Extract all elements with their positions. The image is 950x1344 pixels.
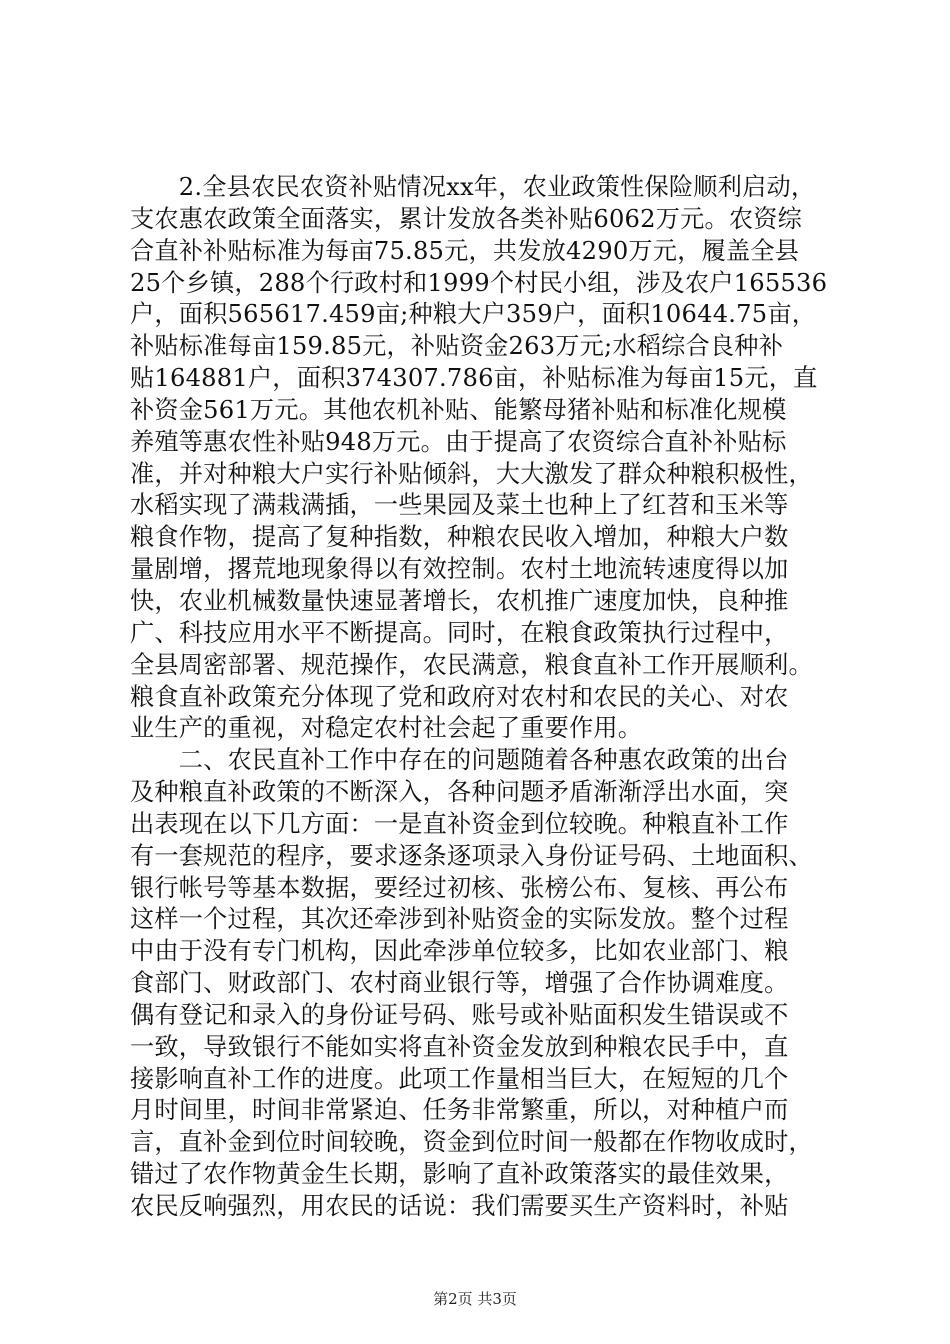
text-line: 错过了农作物黄金生长期，影响了直补政策落实的最佳效果， xyxy=(130,1160,789,1189)
text-line: 2.全县农民农资补贴情况xx年，农业政策性保险顺利启动， xyxy=(130,173,816,201)
text-line: 养殖等惠农性补贴948万元。由于提高了农资综合直补补贴标 xyxy=(130,427,787,456)
text-line: 一致，导致银行不能如实将直补资金发放到种粮农民手中，直 xyxy=(130,1032,789,1061)
text-line: 二、农民直补工作中存在的问题随着各种惠农政策的出台 xyxy=(130,746,789,775)
text-line: 户，面积565617.459亩;种粮大户359户，面积10644.75亩， xyxy=(130,300,817,329)
text-line: 及种粮直补政策的不断深入，各种问题矛盾渐渐浮出水面，突 xyxy=(130,778,789,807)
text-line: 准，并对种粮大户实行补贴倾斜，大大激发了群众种粮积极性， xyxy=(130,459,813,488)
text-line: 这样一个过程，其次还牵涉到补贴资金的实际发放。整个过程 xyxy=(130,905,789,934)
text-line: 银行帐号等基本数据，要经过初核、张榜公布、复核、再公布 xyxy=(130,873,789,902)
text-line: 粮食作物，提高了复种指数，种粮农民收入增加，种粮大户数 xyxy=(130,523,789,552)
text-line: 补资金561万元。其他农机补贴、能繁母猪补贴和标准化规模 xyxy=(130,395,787,424)
text-line: 农民反响强烈，用农民的话说：我们需要买生产资料时，补贴 xyxy=(130,1192,789,1220)
text-line: 业生产的重视，对稳定农村社会起了重要作用。 xyxy=(130,714,643,743)
text-line: 支农惠农政策全面落实，累计发放各类补贴6062万元。农资综 xyxy=(130,204,803,233)
text-line: 有一套规范的程序，要求逐条逐项录入身份证号码、土地面积、 xyxy=(130,841,813,870)
text-line: 偶有登记和录入的身份证号码、账号或补贴面积发生错误或不 xyxy=(130,1000,789,1029)
text-line: 接影响直补工作的进度。此项工作量相当巨大，在短短的几个 xyxy=(130,1064,789,1093)
text-line: 25个乡镇，288个行政村和1999个村民小组，涉及农户165536 xyxy=(130,268,828,297)
text-line: 出表现在以下几方面：一是直补资金到位较晚。种粮直补工作 xyxy=(130,809,789,838)
text-line: 量剧增，撂荒地现象得以有效控制。农村土地流转速度得以加 xyxy=(130,555,789,584)
text-line: 快，农业机械数量快速显著增长，农机推广速度加快，良种推 xyxy=(130,586,789,615)
text-line: 月时间里，时间非常紧迫、任务非常繁重，所以，对种植户而 xyxy=(130,1096,789,1125)
text-line: 广、科技应用水平不断提高。同时，在粮食政策执行过程中， xyxy=(130,618,789,647)
text-line: 言，直补金到位时间较晚，资金到位时间一般都在作物收成时， xyxy=(130,1128,813,1157)
body-text xyxy=(130,172,830,1223)
text-line: 食部门、财政部门、农村商业银行等，增强了合作协调难度。 xyxy=(130,969,789,998)
page-footer: 第2页 共3页 xyxy=(433,1290,517,1308)
text-line: 粮食直补政策充分体现了党和政府对农村和农民的关心、对农 xyxy=(130,682,789,711)
text-line: 补贴标准每亩159.85元，补贴资金263万元;水稻综合良种补 xyxy=(130,332,784,361)
text-line: 中由于没有专门机构，因此牵涉单位较多，比如农业部门、粮 xyxy=(130,937,789,966)
text-line: 贴164881户，面积374307.786亩，补贴标准为每亩15元，直 xyxy=(130,364,818,393)
text-line: 全县周密部署、规范操作，农民满意，粮食直补工作开展顺利。 xyxy=(130,650,813,679)
text-line: 合直补补贴标准为每亩75.85元，共发放4290万元，履盖全县 xyxy=(130,236,800,265)
text-line: 水稻实现了满栽满插，一些果园及菜土也种上了红苕和玉米等 xyxy=(130,491,789,520)
